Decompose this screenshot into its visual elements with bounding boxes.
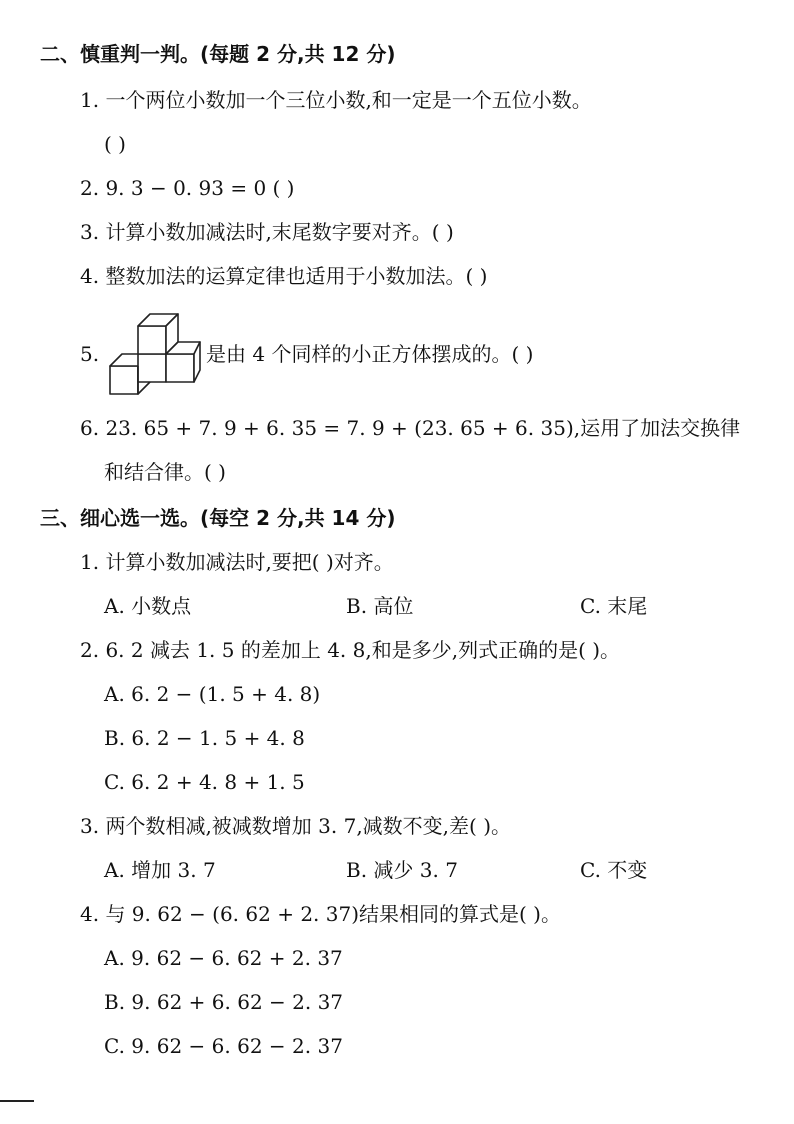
choice-3-option-b[interactable]: B. 减少 3. 7 xyxy=(346,858,458,882)
choice-question-4: 4. 与 9. 62 − (6. 62 + 2. 37)结果相同的算式是( )。 xyxy=(80,902,561,926)
judge-question-5: 是由 4 个同样的小正方体摆成的。( ) xyxy=(206,342,534,366)
choice-1-option-a[interactable]: A. 小数点 xyxy=(104,594,192,618)
choice-1-option-b[interactable]: B. 高位 xyxy=(346,594,414,618)
choice-question-2: 2. 6. 2 减去 1. 5 的差加上 4. 8,和是多少,列式正确的是( )。 xyxy=(80,638,621,662)
judge-question-4: 4. 整数加法的运算定律也适用于小数加法。( ) xyxy=(80,264,488,288)
choice-1-option-c[interactable]: C. 末尾 xyxy=(580,594,648,618)
judge-question-6: 6. 23. 65 + 7. 9 + 6. 35 = 7. 9 + (23. 65 + 6. 35),运用了加法交换律 xyxy=(80,416,741,440)
judge-question-3: 3. 计算小数加减法时,末尾数字要对齐。( ) xyxy=(80,220,454,244)
judge-question-1: 1. 一个两位小数加一个三位小数,和一定是一个五位小数。 xyxy=(80,88,592,112)
cube-face xyxy=(138,326,166,354)
cube-face xyxy=(166,354,194,382)
cube-stack-icon xyxy=(108,312,202,396)
choice-2-option-b[interactable]: B. 6. 2 − 1. 5 + 4. 8 xyxy=(104,726,305,750)
judge-answer-blank-1[interactable]: ( ) xyxy=(104,132,126,156)
judge-question-6-cont: 和结合律。( ) xyxy=(104,460,226,484)
judge-question-2: 2. 9. 3 − 0. 93 = 0 ( ) xyxy=(80,176,295,200)
choice-4-option-a[interactable]: A. 9. 62 − 6. 62 + 2. 37 xyxy=(104,946,343,970)
choice-3-option-a[interactable]: A. 增加 3. 7 xyxy=(104,858,216,882)
choice-question-3: 3. 两个数相减,被减数增加 3. 7,减数不变,差( )。 xyxy=(80,814,511,838)
choice-2-option-c[interactable]: C. 6. 2 + 4. 8 + 1. 5 xyxy=(104,770,305,794)
choice-2-option-a[interactable]: A. 6. 2 − (1. 5 + 4. 8) xyxy=(104,682,321,706)
choice-4-option-c[interactable]: C. 9. 62 − 6. 62 − 2. 37 xyxy=(104,1034,343,1058)
section-title-judge: 二、慎重判一判。(每题 2 分,共 12 分) xyxy=(40,42,396,66)
cube-face xyxy=(138,354,166,382)
section-title-choose: 三、细心选一选。(每空 2 分,共 14 分) xyxy=(40,506,396,530)
choice-4-option-b[interactable]: B. 9. 62 + 6. 62 − 2. 37 xyxy=(104,990,344,1014)
judge-question-5-number: 5. xyxy=(80,342,100,366)
page-footer-rule xyxy=(0,1100,34,1102)
cube-face xyxy=(110,366,138,394)
choice-3-option-c[interactable]: C. 不变 xyxy=(580,858,648,882)
choice-question-1: 1. 计算小数加减法时,要把( )对齐。 xyxy=(80,550,394,574)
